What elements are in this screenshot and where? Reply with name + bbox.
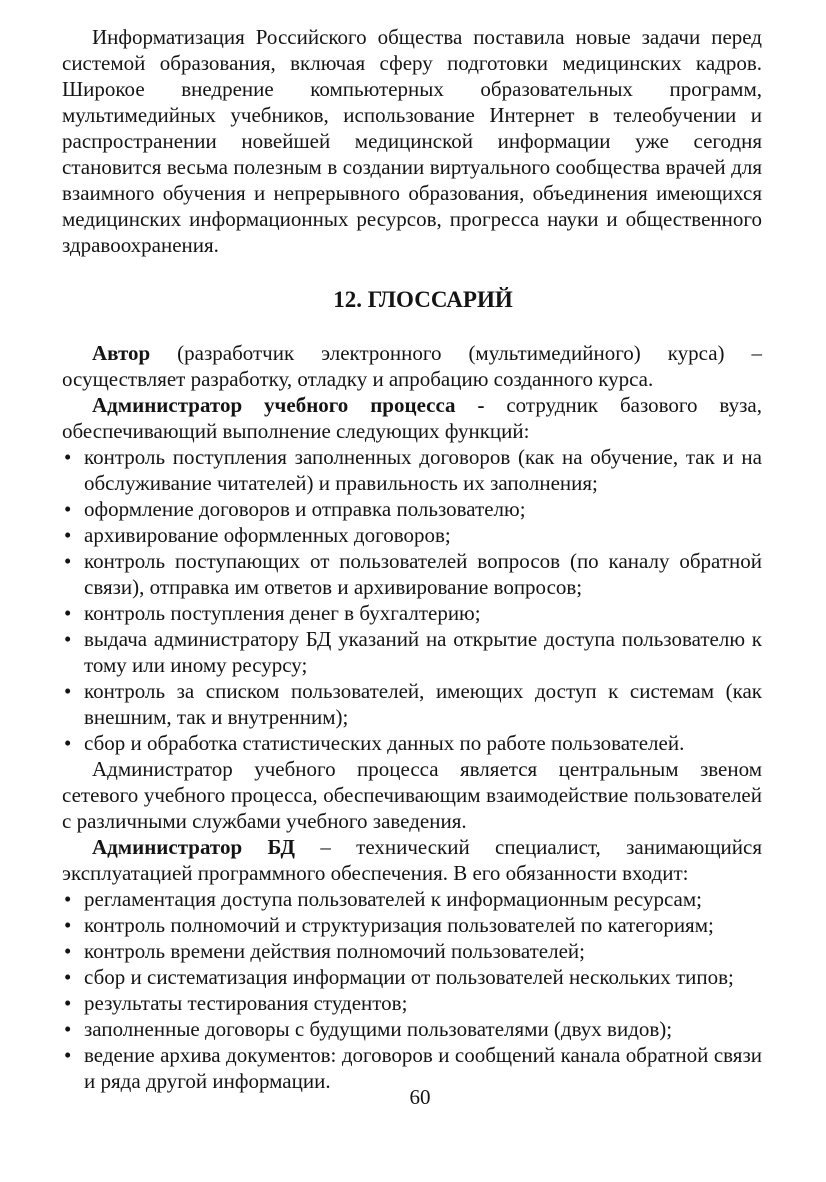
bullet-icon: • xyxy=(64,1017,72,1041)
intro-paragraph: Информатизация Российского общества поставила новые задачи перед системой образования, включая сферу подготовки медицинских кадров. Широкое внедрение компьютерных образовательных программ, мультимедийных учебников, использование Интернет в телеобучении и распространении новейшей медицинской информации уже сегодня становится весьма полезным в создании виртуального сообщества врачей для взаимного обучения и непрерывного образования, объединения имеющихся медицинских информационных ресурсов, прогресса науки и общественного здравоохранения. xyxy=(62,25,762,257)
glossary-term: Администратор учебного процесса - xyxy=(92,393,485,417)
bullet-icon: • xyxy=(64,549,72,573)
glossary-term: Администратор БД xyxy=(92,835,295,859)
glossary-definition: – технический специалист, занимающийся эксплуатацией программного обеспечения. В его обязанности входит: xyxy=(62,835,763,885)
list-item-text: регламентация доступа пользователей к информационным ресурсам; xyxy=(84,887,702,911)
bullet-icon: • xyxy=(64,679,72,703)
list-item-text: контроль поступления заполненных договоров (как на обучение, так и на обслуживание читателей) и правильность их заполнения; xyxy=(84,445,762,495)
list-item xyxy=(62,444,762,496)
list-item xyxy=(62,990,762,1016)
list-item xyxy=(62,886,762,912)
bullet-icon: • xyxy=(64,1043,72,1067)
page-number: 60 xyxy=(409,1085,431,1109)
bullet-icon: • xyxy=(64,445,72,469)
bullet-icon: • xyxy=(64,601,72,625)
bullet-icon: • xyxy=(64,731,72,755)
list-item-text: оформление договоров и отправка пользователю; xyxy=(84,497,526,521)
bullet-icon: • xyxy=(64,965,72,989)
list-item xyxy=(62,912,762,938)
list-item xyxy=(62,1016,762,1042)
list-item xyxy=(62,522,762,548)
bullet-icon: • xyxy=(64,991,72,1015)
admin-process-closing-paragraph: Администратор учебного процесса является центральным звеном сетевого учебного процесса, обеспечивающим взаимодействие пользователей с различными службами учебного заведения. xyxy=(62,757,762,833)
list-item xyxy=(62,678,762,730)
list-item-text: архивирование оформленных договоров; xyxy=(84,523,451,547)
list-item-text: выдача администратору БД указаний на открытие доступа пользователю к тому или иному ресурсу; xyxy=(84,627,762,677)
list-item-text: контроль поступающих от пользователей вопросов (по каналу обратной связи), отправка им ответов и архивирование вопросов; xyxy=(84,549,762,599)
glossary-definition: сотрудник базового вуза, обеспечивающий выполнение следующих функций: xyxy=(62,393,762,443)
list-item-text: результаты тестирования студентов; xyxy=(84,991,408,1015)
list-item-text: контроль за списком пользователей, имеющих доступ к системам (как внешним, так и внутренним); xyxy=(84,679,762,729)
list-item xyxy=(62,964,762,990)
list-item-text: контроль полномочий и структуризация пользователей по категориям; xyxy=(84,913,714,937)
intro-section xyxy=(62,24,762,258)
list-item xyxy=(62,548,762,600)
glossary-entry-admin-db xyxy=(62,834,762,886)
list-item-text: контроль поступления денег в бухгалтерию; xyxy=(84,601,481,625)
bullet-icon: • xyxy=(64,627,72,651)
bullet-icon: • xyxy=(64,497,72,521)
glossary-entry-admin-process xyxy=(62,392,762,444)
list-item xyxy=(62,496,762,522)
list-item-text: сбор и обработка статистических данных по работе пользователей. xyxy=(84,731,685,755)
bullet-icon: • xyxy=(64,887,72,911)
bullet-icon: • xyxy=(64,913,72,937)
list-item xyxy=(62,938,762,964)
glossary-section xyxy=(62,340,762,1094)
list-item-text: ведение архива документов: договоров и сообщений канала обратной связи и ряда другой информации. xyxy=(84,1043,762,1093)
list-item-text: заполненные договоры с будущими пользователями (двух видов); xyxy=(84,1017,673,1041)
list-item xyxy=(62,626,762,678)
bullet-icon: • xyxy=(64,523,72,547)
bullet-icon: • xyxy=(64,939,72,963)
admin-db-duties-list xyxy=(62,886,762,1094)
list-item xyxy=(62,600,762,626)
glossary-entry-author xyxy=(62,340,762,392)
section-title: 12. ГЛОССАРИЙ xyxy=(333,287,513,312)
glossary-term: Автор xyxy=(92,341,151,365)
glossary-definition: (разработчик электронного (мультимедийного) курса) – осуществляет разработку, отладку и апробацию созданного курса. xyxy=(62,341,762,391)
list-item xyxy=(62,730,762,756)
admin-process-duties-list xyxy=(62,444,762,756)
list-item-text: сбор и систематизация информации от пользователей нескольких типов; xyxy=(84,965,734,989)
list-item-text: контроль времени действия полномочий пользователей; xyxy=(84,939,586,963)
